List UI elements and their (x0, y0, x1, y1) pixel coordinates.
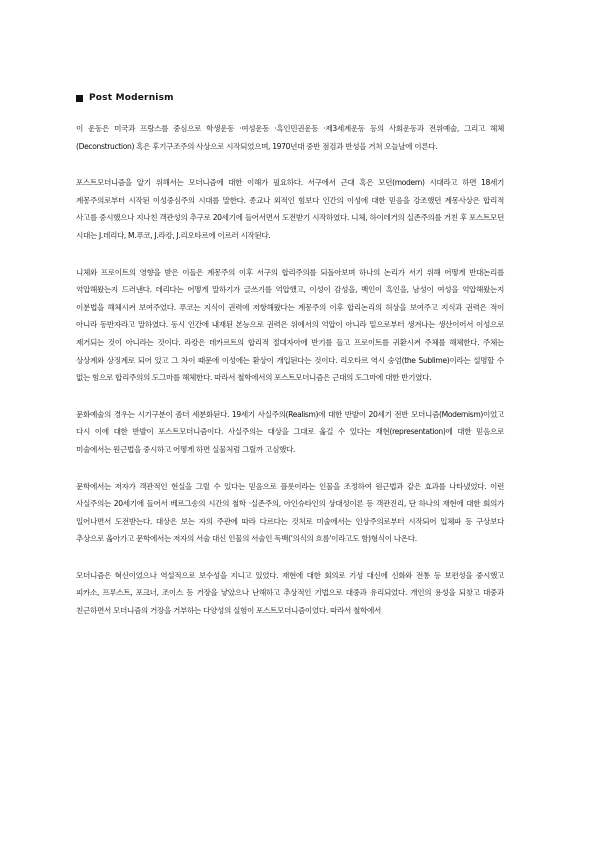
paragraph-6: 모더니즘은 혁신이었으나 역설적으로 보수성을 지니고 있었다. 재현에 대한 회의로 기성 대신에 신화와 전통 등 보편성을 중시했고 피카소, 프루스트, 포크너, 조이스 등 거장을 낳았으나 난해하고 추상적인 기법으로 대중과 유리되었다. 개인의 용성을 되찾고 대중과 친근하면서 모더니즘의 거장을 거부하는 다양성의 실험이 포스트모더니즘이었다. 따라서 철학에서 (76, 570, 504, 616)
body-text (76, 120, 504, 639)
paragraph-2: 포스트모더니즘을 알기 위해서는 모더니즘에 대한 이해가 필요하다. 서구에서 근대 혹은 모던(modern) 시대라고 하면 18세기 계몽주의로부터 시작된 이성중심주의 시대를 말한다. 종교나 외적인 힘보다 인간의 이성에 대한 믿음을 강조했던 계몽사상은 합리적 사고를 중시했으나 지나친 객관성의 추구로 20세기에 들어서면서 도전받기 시작하였다. 니체, 하이데거의 실존주의를 거친 후 포스트모던 시대는 J.데리다, M.푸코, J.라캉, J.리오타르에 이르러 시작된다. (76, 178, 504, 240)
paragraph-4: 문화예술의 경우는 시기구분이 좀더 세분화된다. 19세기 사실주의(Realism)에 대한 반발이 20세기 전반 모더니즘(Modernism)이었고 다시 이에 대한 반발이 포스트모더니즘이다. 사실주의는 대상을 그대로 옮길 수 있다는 재현(representation)에 대한 믿음으로 미술에서는 원근법을 중시하고 어떻게 하면 실물처럼 그릴까 고심했다. (76, 409, 504, 454)
paragraph-5: 문학에서는 저자가 객관적인 현실을 그릴 수 있다는 믿음으로 플롯이라는 인물을 조정하여 원근법과 같은 효과를 나타냈었다. 이런 사실주의는 20세기에 들어서 베르그송의 시간의 철학 ·실존주의, 아인슈타인의 상대성이론 등 객관진리, 단 하나의 재현에 대한 회의가 일어나면서 도전받는다. 대상은 보는 자의 주관에 따라 다르다는 것처로 미술에서는 인상주의로부터 시작되어 입체파 등 구상보다 추상으로 옮아가고 문학에서는 저자의 서술 대신 인물의 서술인 독백('의식의 흐름'이라고도 함)형식이 나온다. (76, 481, 504, 544)
heading-text: Post Modernism (89, 93, 174, 103)
paragraph-3: 니체와 프로이트의 영향을 받은 이들은 계몽주의 이후 서구의 합리주의를 되돌아보며 하나의 논리가 서기 위해 어떻게 반대논리를 억압해왔는지 드러낸다. 데리다는 어떻게 말하기가 글쓰기를 억압했고, 이성이 감성을, 백인이 흑인을, 남성이 여성을 억압해왔는지 이분법을 해체시켜 보여주었다. 푸코는 지식이 권력에 저항해왔다는 계몽주의 이후 합리논리의 허상을 보여주고 지식과 권력은 적이 아니라 동반자라고 말하였다. 동시 인간에 내재된 본능으로 권력은 위에서의 억압이 아니라 밑으로부터 생겨나는 생산이어서 이성으로 제거되는 것이 아니라는 것이다. 라캉은 데카르트의 합리적 절대자아에 반기를 들고 프로이트를 귀환시켜 주체를 해체한다. 주체는 상상계와 상징계로 되어 있고 그 차이 때문에 이성에는 환상이 개입된다는 것이다. 리오타르 역시 숭엄(the Sublime)이라는 설명할 수 없는 힘으로 합리주의의 도그마를 해체한다. 따라서 철학에서의 포스트모더니즘은 근대의 도그마에 대한 반기였다. (76, 267, 504, 383)
section-heading (76, 93, 174, 103)
paragraph-1: 이 운동은 미국과 프랑스를 중심으로 학생운동 ·여성운동 ·흑인민권운동 ·제3세계운동 등의 사회운동과 전위예술, 그리고 해체(Deconstruction) 혹은 후기구조주의 사상으로 시작되었으며, 1970년대 중반 점검과 반성을 거쳐 오늘날에 이른다. (76, 124, 504, 151)
square-bullet-icon (76, 95, 83, 102)
